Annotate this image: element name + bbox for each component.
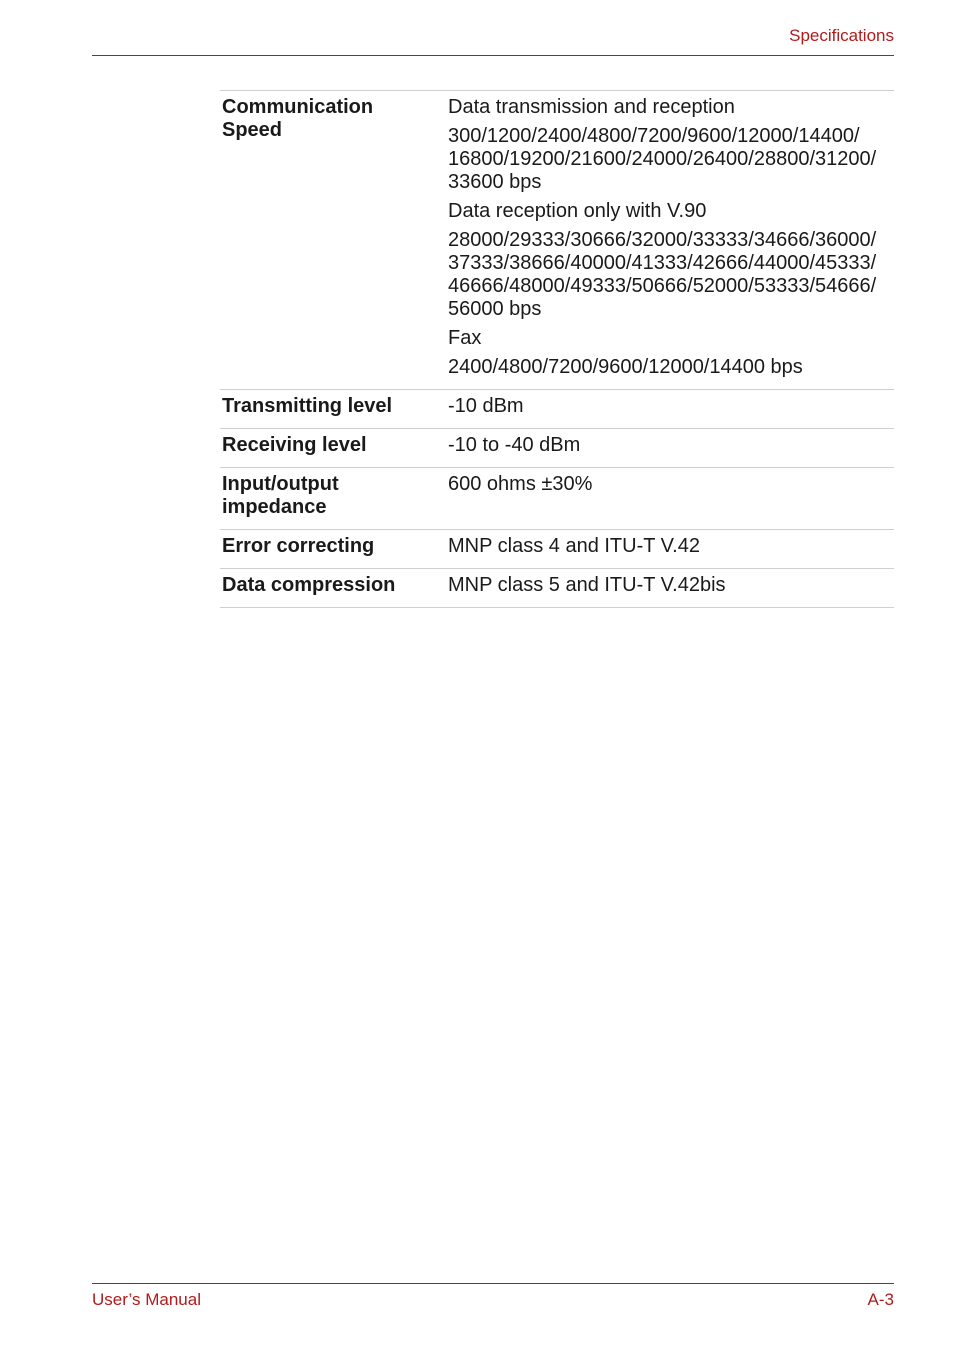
table-row xyxy=(220,429,894,468)
row-label: Communication Speed xyxy=(220,91,442,390)
row-value xyxy=(442,91,894,390)
specifications-table xyxy=(220,90,894,608)
page-number: A-3 xyxy=(867,1290,894,1309)
row-label: Input/output impedance xyxy=(220,468,442,530)
row-value: -10 to -40 dBm xyxy=(442,429,894,468)
value-paragraph: Data reception only with V.90 xyxy=(448,200,707,222)
value-paragraph: 28000/29333/30666/32000/33333/34666/36000/ 37333/38666/40000/41333/42666/44000/45333/ 46666/48000/49333/50666/52000/53333/54666/ 56000 bps xyxy=(448,229,877,320)
value-paragraph: Fax xyxy=(448,327,482,349)
section-header: Specifications xyxy=(789,26,894,45)
table-row xyxy=(220,390,894,429)
row-label: Receiving level xyxy=(220,429,442,468)
header-divider xyxy=(92,55,894,56)
table-row xyxy=(220,569,894,608)
row-value: MNP class 4 and ITU-T V.42 xyxy=(442,530,894,569)
table-row xyxy=(220,468,894,530)
value-paragraph: Data transmission and reception xyxy=(448,96,735,118)
row-value: -10 dBm xyxy=(442,390,894,429)
value-paragraph: 2400/4800/7200/9600/12000/14400 bps xyxy=(448,356,803,378)
row-value: MNP class 5 and ITU-T V.42bis xyxy=(442,569,894,608)
table-row xyxy=(220,91,894,390)
footer-divider xyxy=(92,1283,894,1284)
row-value: 600 ohms ±30% xyxy=(442,468,894,530)
row-label: Transmitting level xyxy=(220,390,442,429)
row-label: Data compression xyxy=(220,569,442,608)
table-row xyxy=(220,530,894,569)
footer-manual-title: User’s Manual xyxy=(92,1290,201,1309)
row-label: Error correcting xyxy=(220,530,442,569)
value-paragraph: 300/1200/2400/4800/7200/9600/12000/14400/ 16800/19200/21600/24000/26400/28800/31200/ 33600 bps xyxy=(448,125,877,193)
